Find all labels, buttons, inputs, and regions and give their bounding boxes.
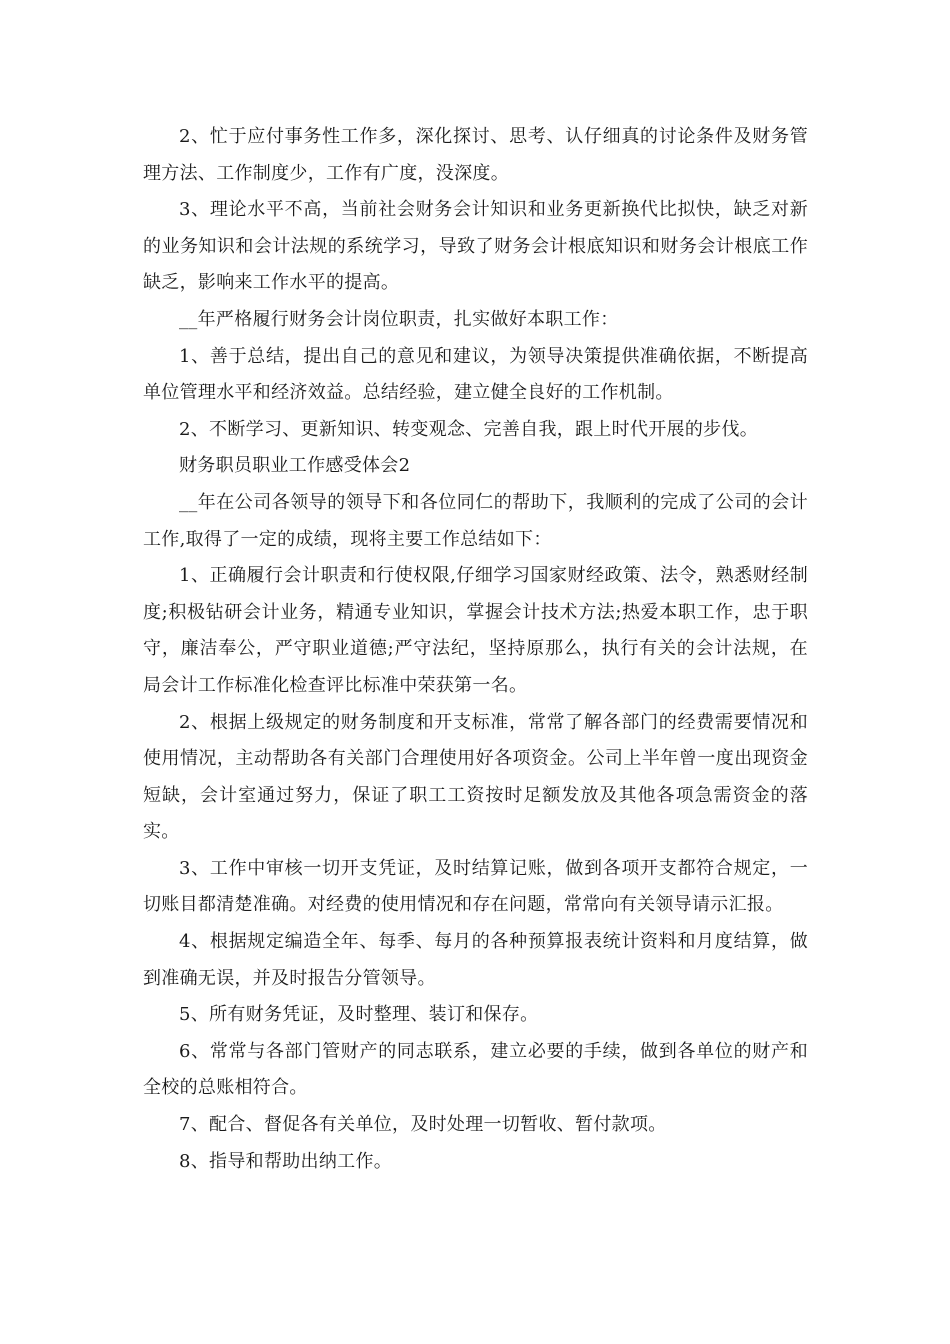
paragraph: 5、所有财务凭证，及时整理、装订和保存。 — [179, 1004, 539, 1026]
paragraph: 2、根据上级规定的财务制度和开支标准，常常了解各部门的经费需要情况和使用情况，主动帮助各有关部门合理使用好各项资金。公司上半年曾一度出现资金短缺，会计室通过努力，保证了职工工资按时足额发放及其他各项急需资金的落实。 — [143, 711, 808, 843]
paragraph: 2、不断学习、更新知识、转变观念、完善自我，跟上时代开展的步伐。 — [179, 418, 759, 440]
paragraph: 1、善于总结，提出自己的意见和建议，为领导决策提供准确依据，不断提高单位管理水平和经济效益。总结经验，建立健全良好的工作机制。 — [143, 345, 808, 404]
document-body — [143, 119, 808, 1180]
paragraph: __年严格履行财务会计岗位职责，扎实做好本职工作： — [179, 308, 619, 330]
paragraph: 2、忙于应付事务性工作多，深化探讨、思考、认仔细真的讨论条件及财务管理方法、工作制度少，工作有广度，没深度。 — [143, 126, 808, 184]
paragraph: __年在公司各领导的领导下和各位同仁的帮助下，我顺利的完成了公司的会计工作,取得了一定的成绩，现将主要工作总结如下： — [143, 491, 808, 550]
paragraph: 1、正确履行会计职责和行使权限,仔细学习国家财经政策、法令，熟悉财经制度;积极钻研会计业务，精通专业知识，掌握会计技术方法;热爱本职工作，忠于职守，廉洁奉公，严守职业道德;严守法纪，坚持原那么，执行有关的会计法规，在局会计工作标准化检查评比标准中荣获第一名。 — [143, 565, 808, 696]
paragraph: 7、配合、督促各有关单位，及时处理一切暂收、暂付款项。 — [179, 1114, 667, 1136]
paragraph: 3、理论水平不高，当前社会财务会计知识和业务更新换代比拟快，缺乏对新的业务知识和会计法规的系统学习，导致了财务会计根底知识和财务会计根底工作缺乏，影响来工作水平的提高。 — [143, 199, 808, 294]
paragraph: 3、工作中审核一切开支凭证，及时结算记账，做到各项开支都符合规定，一切账目都清楚准确。对经费的使用情况和存在问题，常常向有关领导请示汇报。 — [143, 857, 808, 916]
paragraph: 4、根据规定编造全年、每季、每月的各种预算报表统计资料和月度结算，做到准确无误，并及时报告分管领导。 — [143, 931, 808, 989]
paragraph: 6、常常与各部门管财产的同志联系，建立必要的手续，做到各单位的财产和全校的总账相符合。 — [143, 1040, 808, 1099]
paragraph: 8、指导和帮助出纳工作。 — [179, 1150, 393, 1172]
section-heading: 财务职员职业工作感受体会2 — [179, 455, 411, 477]
